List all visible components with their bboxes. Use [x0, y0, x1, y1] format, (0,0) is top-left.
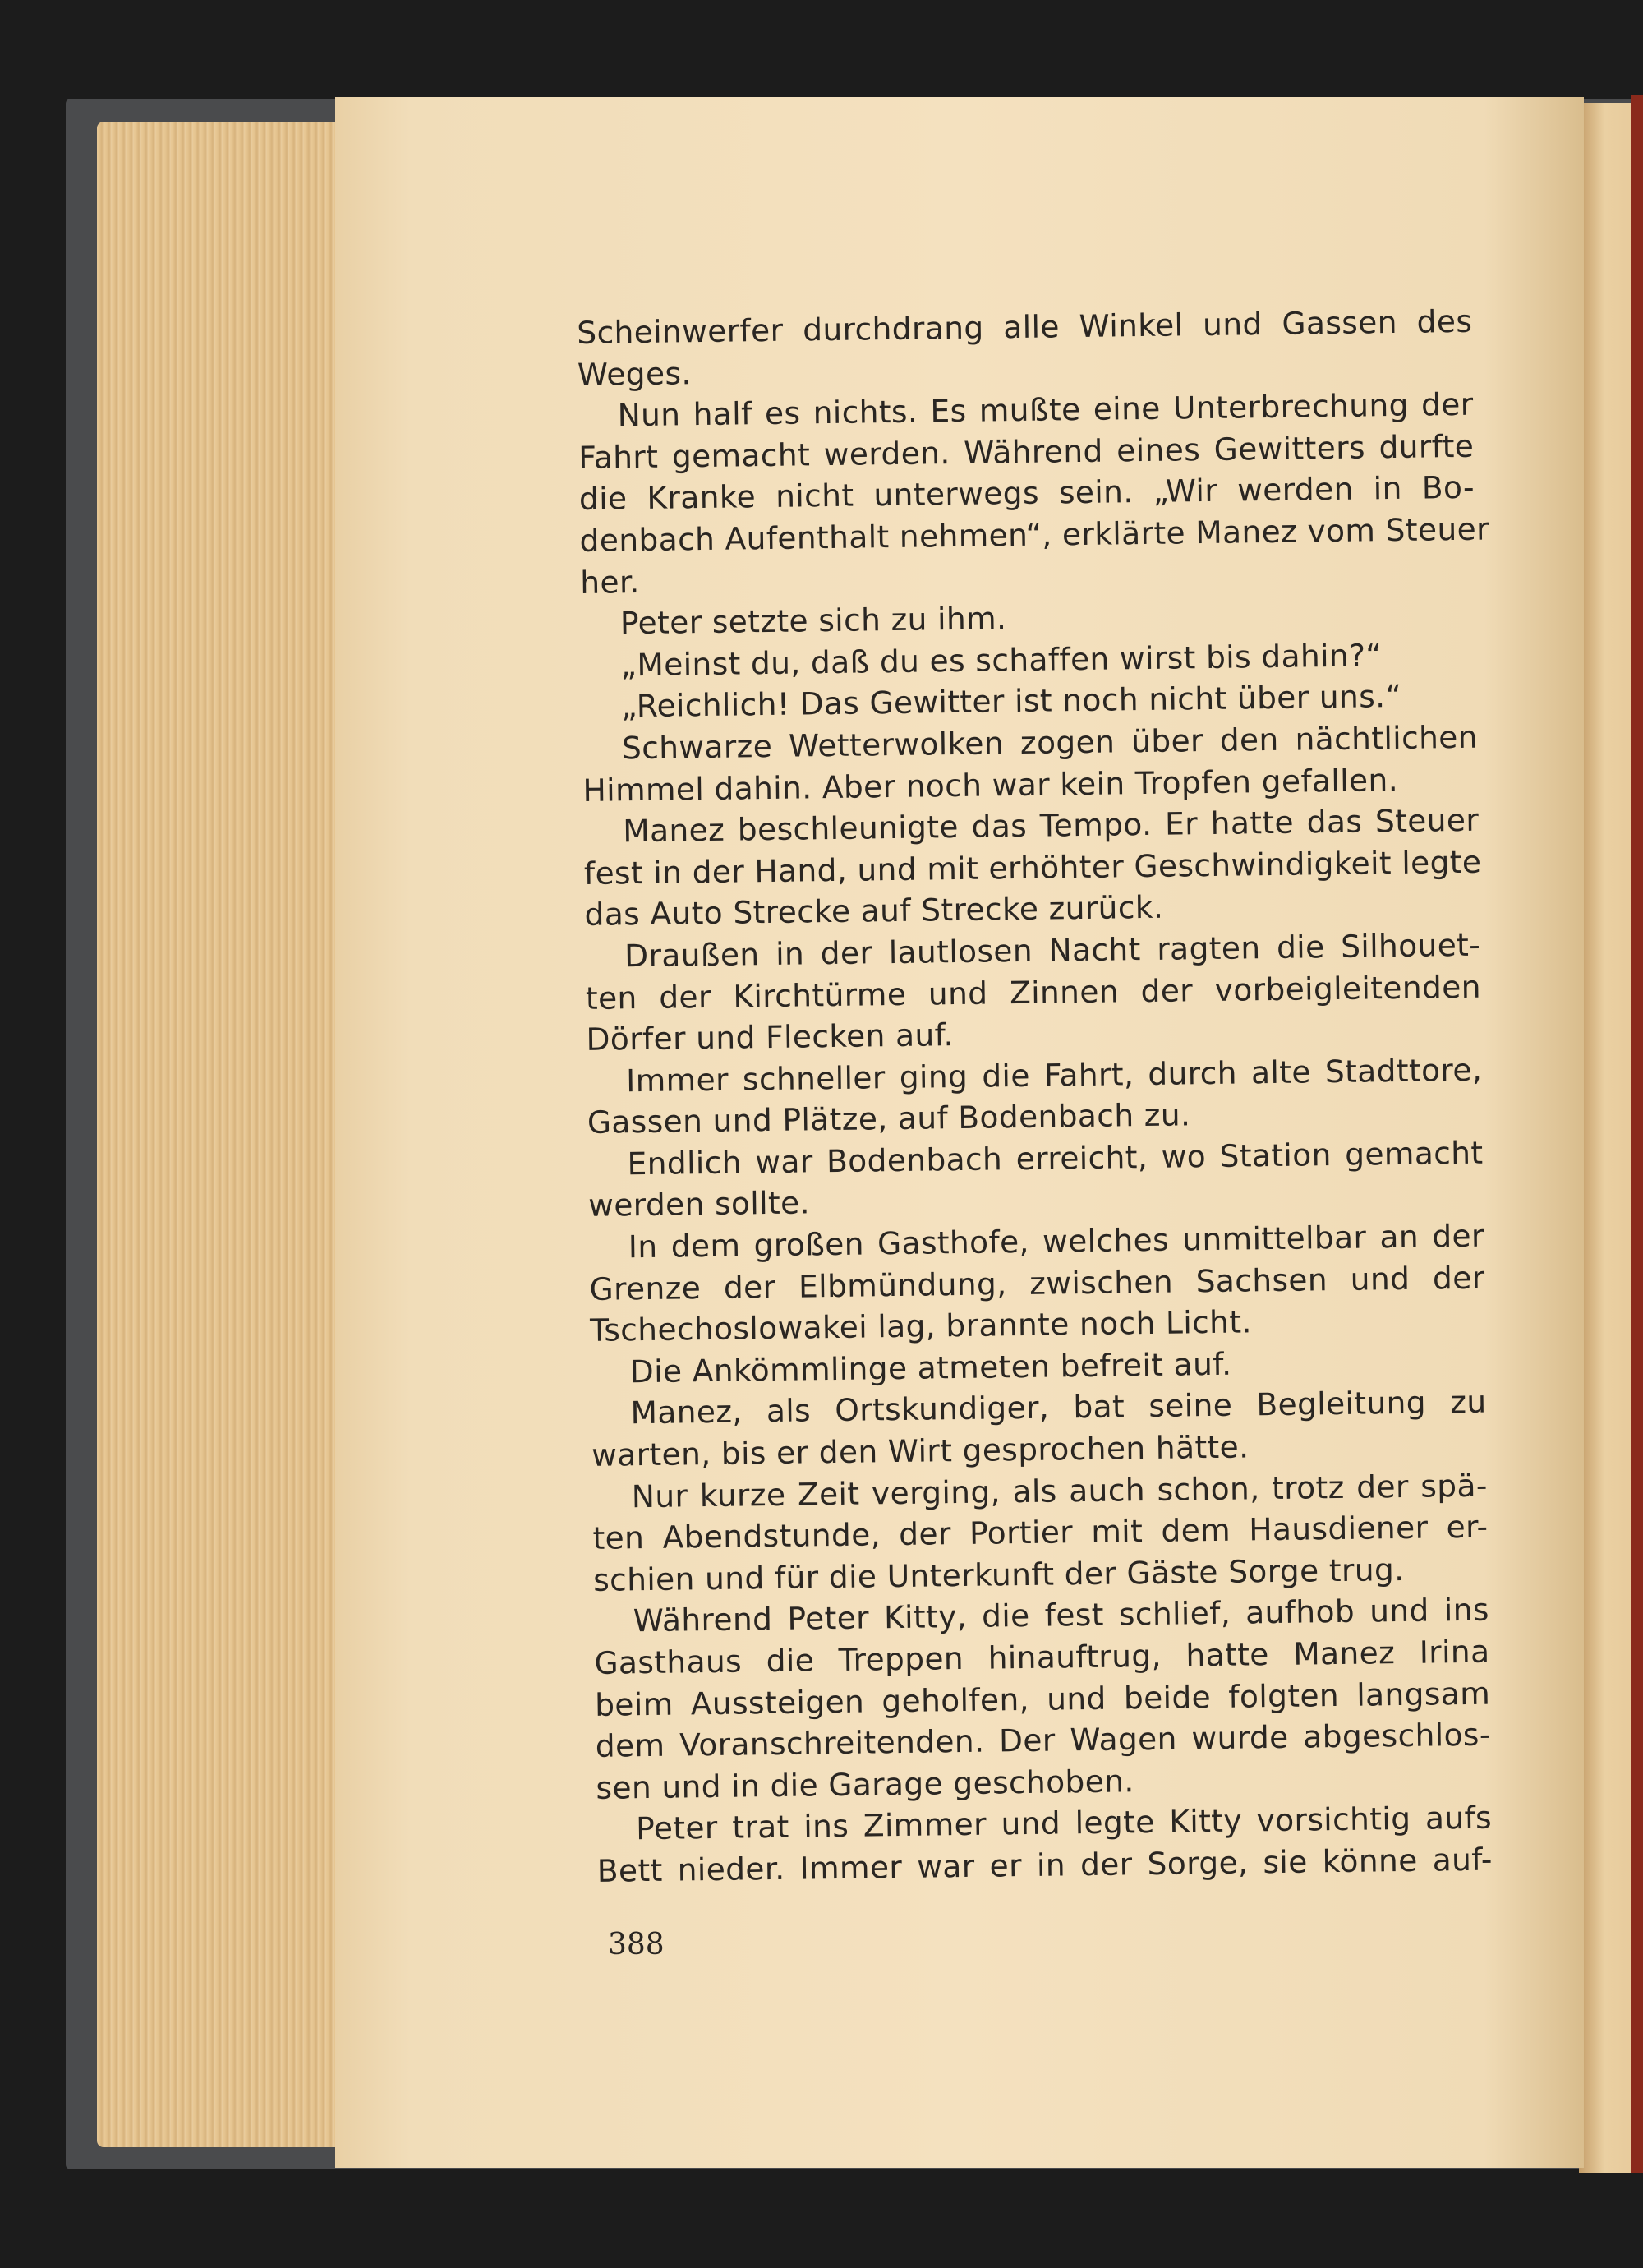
text-line: Weges.	[577, 354, 692, 393]
text-line: sen und in die Garage geschoben.	[596, 1763, 1134, 1806]
text-line: werden sollte.	[587, 1184, 811, 1224]
text-line: „Reichlich! Das Gewitter ist noch nicht über uns.“	[620, 678, 1402, 725]
text-line: Dörfer und Flecken auf.	[586, 1016, 955, 1058]
text-line: Manez, als Ortskundiger, bat seine Begleitung zu	[630, 1384, 1487, 1431]
page-number: 388	[608, 1928, 665, 1961]
text-line: ten Abendstunde, der Portier mit dem Hausdiener er-	[592, 1508, 1489, 1557]
text-line: Die Ankömmlinge atmeten befreit auf.	[629, 1345, 1232, 1390]
text-line: „Meinst du, daß du es schaffen wirst bis dahin?“	[620, 636, 1383, 684]
text-line: Fahrt gemacht werden. Während eines Gewitters durfte	[578, 427, 1475, 476]
text-line: die Kranke nicht unterwegs sein. „Wir werden in Bo-	[578, 469, 1475, 518]
text-line: beim Aussteigen geholfen, und beide folgten langsam	[594, 1675, 1491, 1723]
page-stack-edge	[97, 122, 343, 2147]
text-line: In dem großen Gasthofe, welches unmittelbar an der	[628, 1217, 1485, 1265]
body-text	[577, 301, 1493, 1892]
text-line: Grenze der Elbmündung, zwischen Sachsen und der	[589, 1259, 1485, 1307]
text-line: dem Voranschreitenden. Der Wagen wurde abgeschlos-	[595, 1716, 1492, 1765]
text-line: warten, bis er den Wirt gesprochen hätte.	[591, 1428, 1250, 1473]
text-line: Peter trat ins Zimmer und legte Kitty vorsichtig aufs	[635, 1799, 1493, 1847]
text-line: Draußen in der lautlosen Nacht ragten die Silhouet-	[624, 926, 1481, 975]
text-line: Gassen und Plätze, auf Bodenbach zu.	[587, 1096, 1191, 1141]
facing-cover-edge	[1631, 94, 1643, 2174]
text-line: Bett nieder. Immer war er in der Sorge, sie könne auf-	[596, 1841, 1493, 1889]
text-line: Tschechoslowakei lag, brannte noch Licht.	[589, 1303, 1253, 1349]
text-line: denbach Aufenthalt nehmen“, erklärte Manez vom Steuer	[579, 510, 1490, 559]
text-line: Gasthaus die Treppen hinauftrug, hatte Manez Irina	[594, 1633, 1490, 1681]
text-line: Manez beschleunigte das Tempo. Er hatte das Steuer	[622, 801, 1480, 850]
text-line: Nur kurze Zeit verging, als auch schon, trotz der spä-	[631, 1467, 1489, 1514]
text-line: Peter setzte sich zu ihm.	[619, 600, 1007, 642]
text-line: das Auto Strecke auf Strecke zurück.	[584, 889, 1164, 933]
text-line: schien und für die Unterkunft der Gäste Sorge trug.	[592, 1551, 1405, 1598]
text-line: Nun half es nichts. Es mußte eine Unterbrechung der	[617, 385, 1474, 434]
text-line: Himmel dahin. Aber noch war kein Tropfen gefallen.	[582, 761, 1399, 809]
text-line: Scheinwerfer durchdrang alle Winkel und Gassen des	[577, 302, 1473, 351]
text-line: Schwarze Wetterwolken zogen über den nächtlichen	[621, 718, 1479, 767]
text-line: Immer schneller ging die Fahrt, durch alte Stadttore,	[625, 1051, 1483, 1099]
text-line: Während Peter Kitty, die fest schlief, aufhob und ins	[633, 1592, 1490, 1639]
text-line: fest in der Hand, und mit erhöhter Geschwindigkeit legte	[583, 843, 1482, 892]
text-line: her.	[580, 563, 640, 601]
text-line: Endlich war Bodenbach erreicht, wo Station gemacht	[627, 1134, 1484, 1182]
text-line: ten der Kirchtürme und Zinnen der vorbeigleitenden	[585, 968, 1482, 1016]
